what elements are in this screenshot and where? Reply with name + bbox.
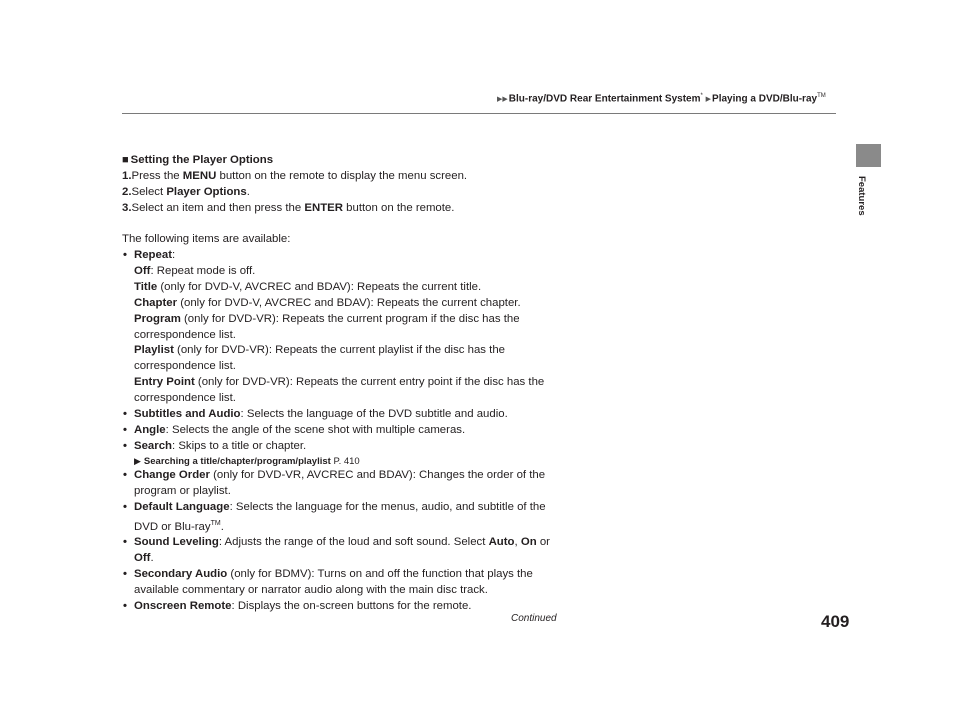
section-title: Setting the Player Options [130, 154, 274, 166]
step-number: 1. [122, 169, 132, 182]
item-text: (only for DVD-VR, AVCREC and BDAV): Changes the order of the program or playlist. [134, 468, 546, 497]
repeat-option [122, 375, 562, 407]
item-label: Repeat [134, 249, 172, 262]
option-label: Title [134, 280, 158, 293]
page-number: 409 [821, 612, 850, 631]
trademark-mark: TM [210, 519, 221, 527]
step-text: button on the remote. [342, 201, 455, 214]
option-auto: Auto [488, 536, 515, 549]
repeat-option [122, 296, 562, 312]
header-divider [122, 113, 836, 114]
breadcrumb-part1: Blu-ray/DVD Rear Entertainment System [508, 93, 701, 105]
list-item [122, 439, 562, 455]
items-list-a [122, 407, 562, 455]
list-item-repeat [122, 248, 562, 264]
option-text: (only for DVD-VR): Repeats the current program if the disc has the correspondence list. [134, 312, 520, 341]
items-list-c [122, 567, 562, 615]
item-text: : Displays the on-screen buttons for the remote. [231, 599, 472, 612]
item-text: : Skips to a title or chapter. [172, 439, 307, 452]
step-keyword: Player Options [166, 185, 247, 198]
repeat-options [122, 264, 562, 407]
item-label: Default Language [134, 500, 230, 513]
separator: , [514, 536, 521, 549]
spacer [122, 217, 562, 233]
item-label: Sound Leveling [134, 536, 219, 549]
list-item [122, 423, 562, 439]
option-label: Program [134, 312, 181, 325]
step-item [122, 201, 562, 217]
list-item-default-language [122, 500, 562, 536]
cross-reference[interactable] [122, 455, 562, 468]
option-off: Off [134, 552, 151, 565]
item-label: Angle [134, 424, 166, 436]
section-tab-marker [856, 144, 881, 167]
step-item [122, 185, 562, 201]
option-text: (only for DVD-V, AVCREC and BDAV): Repeats the current title. [157, 280, 482, 293]
side-tab-label: Features [856, 176, 867, 216]
step-text: Select [131, 185, 167, 198]
repeat-option [122, 264, 562, 280]
step-text: . [246, 185, 250, 198]
item-text: : Selects the angle of the scene shot with multiple cameras. [165, 424, 466, 436]
step-number: 2. [122, 185, 132, 198]
separator: or [536, 536, 550, 549]
triangle-icon: ▶ [705, 96, 712, 104]
reference-page: P. 410 [330, 455, 360, 467]
reference-text: Searching a title/chapter/program/playlist [143, 455, 331, 467]
list-item [122, 407, 562, 423]
item-label: Change Order [134, 468, 210, 481]
list-item [122, 567, 562, 599]
option-label: Entry Point [134, 376, 195, 389]
step-item [122, 169, 562, 185]
step-text: Select an item and then press the [131, 201, 305, 214]
breadcrumb-asterisk: * [700, 93, 703, 99]
item-text: : Adjusts the range of the loud and soft sound. Select [218, 536, 489, 549]
option-on: On [520, 536, 537, 549]
repeat-option [122, 280, 562, 296]
item-end: . [150, 552, 154, 565]
list-item [122, 599, 562, 615]
list-item [122, 468, 562, 500]
item-label: Subtitles and Audio [134, 408, 241, 421]
section-heading [122, 153, 562, 169]
steps-list [122, 169, 562, 217]
item-label: Search [134, 439, 172, 452]
repeat-option [122, 312, 562, 344]
reference-arrow-icon: ▶ [134, 455, 141, 466]
item-end: . [220, 520, 224, 533]
item-text: : Selects the language for the menus, audio, and subtitle of the DVD or Blu-ray [134, 500, 546, 533]
step-keyword: MENU [182, 169, 217, 182]
page-content [122, 153, 562, 615]
option-text: (only for DVD-VR): Repeats the current playlist if the disc has the correspondence list. [134, 344, 505, 373]
step-text: Press the [131, 169, 183, 182]
list-item-sound-leveling [122, 535, 562, 567]
items-list-b [122, 468, 562, 500]
step-keyword: ENTER [304, 201, 343, 214]
option-text: (only for DVD-VR): Repeats the current entry point if the disc has the correspondence list. [134, 376, 545, 405]
option-text: : Repeat mode is off. [150, 264, 256, 277]
option-label: Off [134, 264, 151, 277]
item-label: Onscreen Remote [134, 599, 232, 612]
step-text: button on the remote to display the menu screen. [216, 169, 468, 182]
step-number: 3. [122, 201, 132, 214]
breadcrumb [497, 93, 826, 104]
item-text: : [171, 249, 176, 262]
repeat-option [122, 343, 562, 375]
option-label: Playlist [134, 344, 174, 357]
item-label: Secondary Audio [134, 568, 228, 581]
item-text: : Selects the language of the DVD subtitle and audio. [240, 408, 508, 421]
continued-label: Continued [511, 613, 557, 624]
breadcrumb-tm: TM [817, 93, 826, 99]
intro-text: The following items are available: [122, 233, 291, 246]
item-text: (only for BDMV): Turns on and off the function that plays the available commentary or narrator audio along with the main disc track. [134, 568, 533, 596]
triangle-icon: ▶▶ [497, 96, 508, 104]
option-text: (only for DVD-V, AVCREC and BDAV): Repeats the current chapter. [177, 296, 521, 309]
square-bullet-icon: ■ [122, 154, 129, 166]
option-label: Chapter [134, 296, 178, 309]
breadcrumb-part2: Playing a DVD/Blu-ray [712, 93, 818, 105]
